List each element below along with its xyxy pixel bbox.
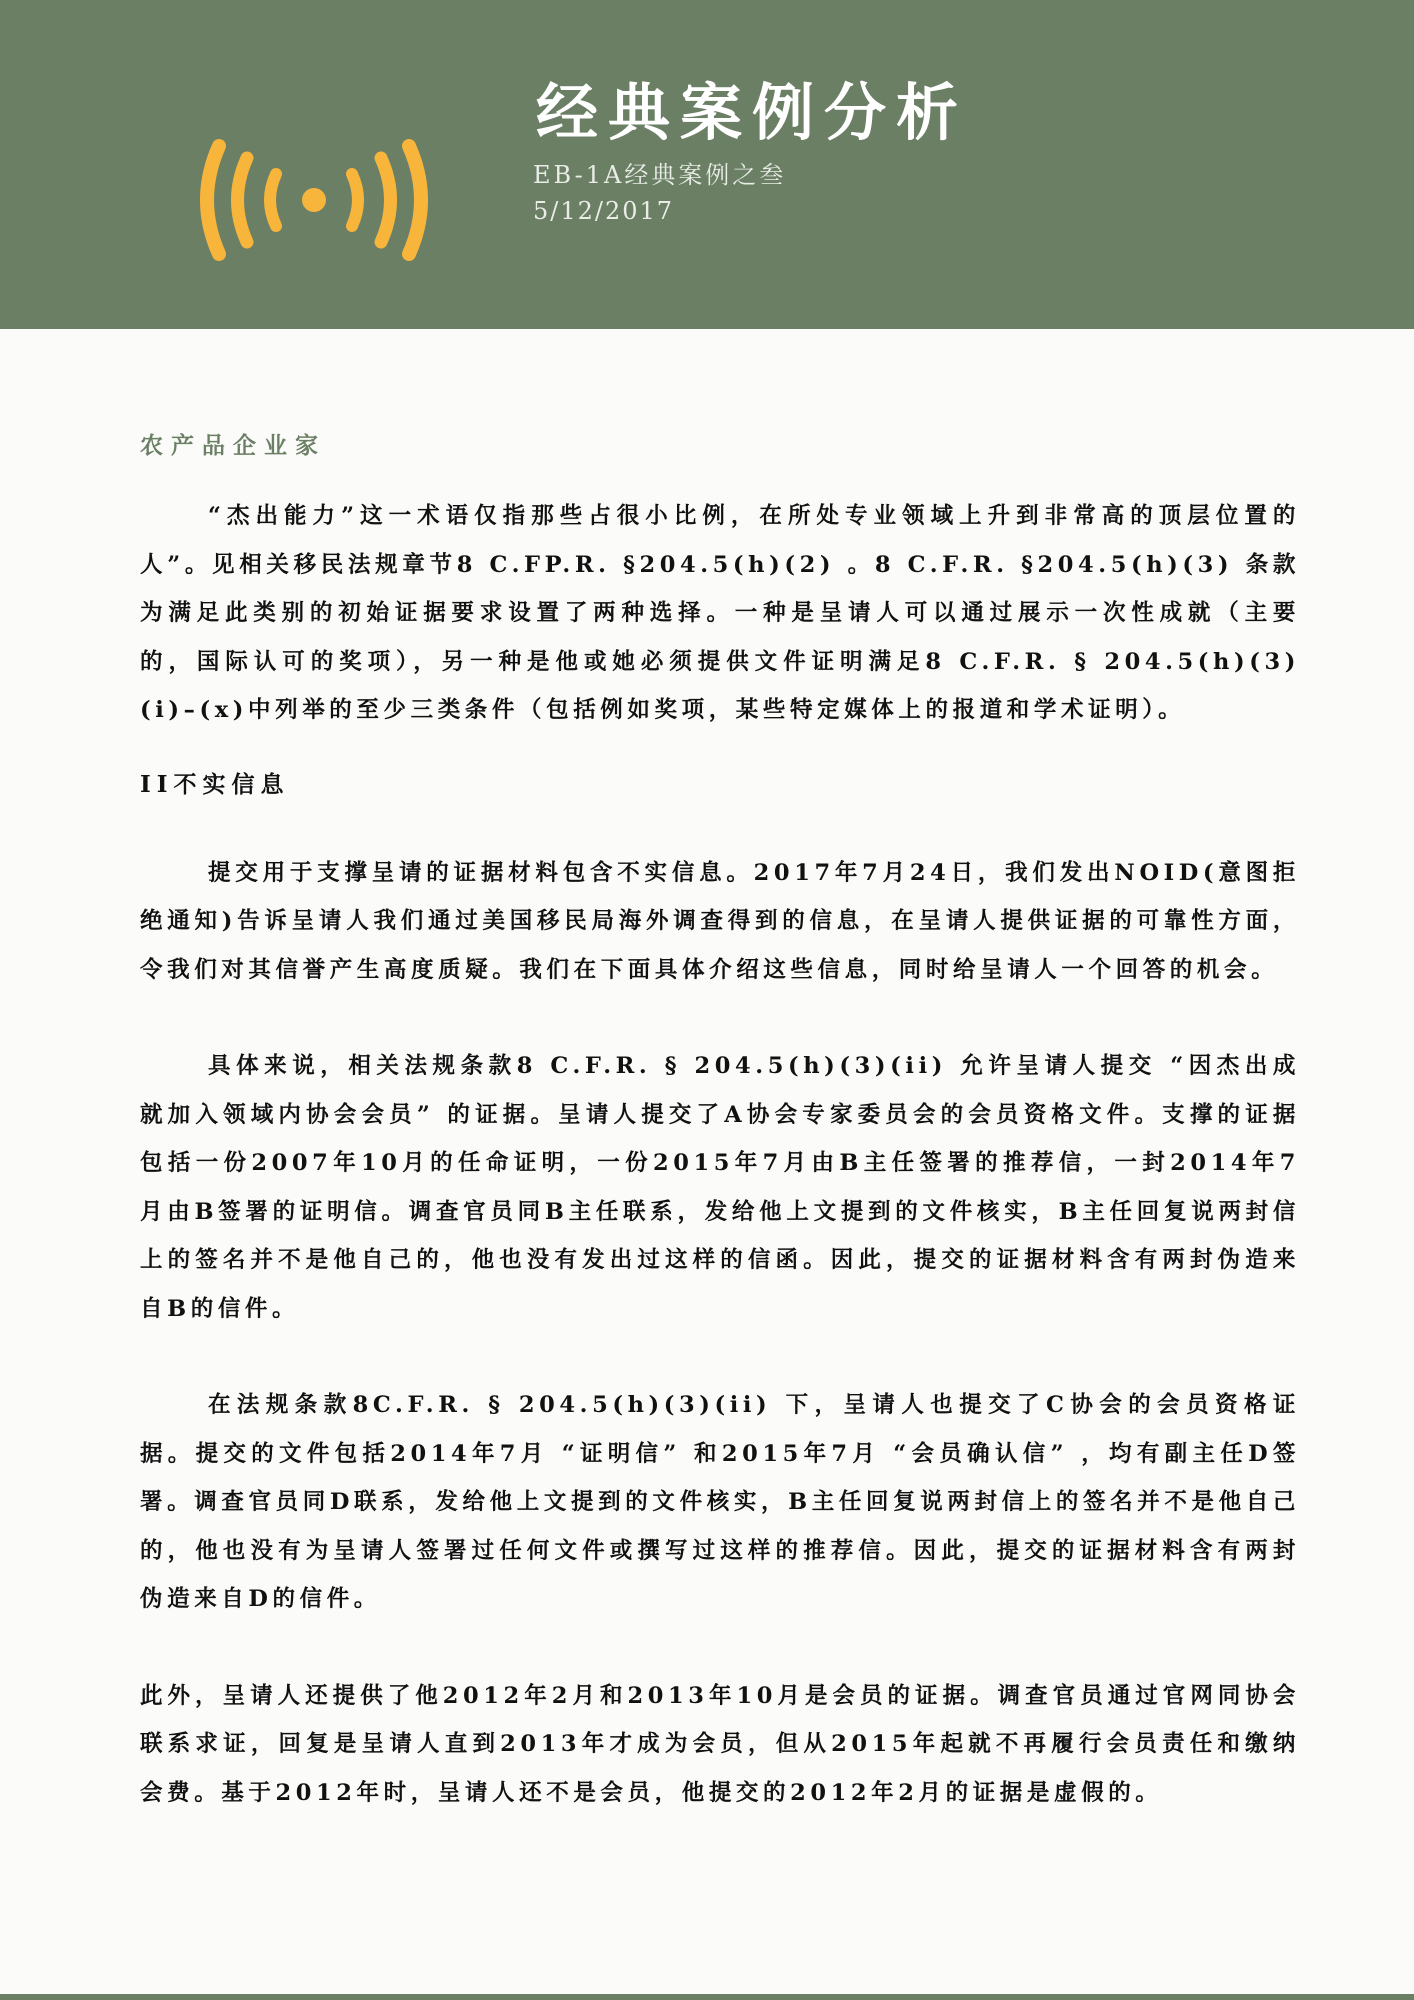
- page-title: 经典案例分析: [536, 76, 969, 149]
- header-banner: [0, 0, 1414, 329]
- paragraph-5: 此外，呈请人还提供了他2012年2月和2013年10月是会员的证据。调查官员通过官网同协会联系求证，回复是呈请人直到2013年才成为会员，但从2015年起就不再履行会员责任和缴纳会费。基于2012年时，呈请人还不是会员，他提交的2012年2月的证据是虚假的。: [140, 1682, 1300, 1806]
- bottom-divider: [0, 1994, 1414, 2000]
- article-body: [140, 426, 1300, 1865]
- section-label: 农产品企业家: [140, 432, 326, 459]
- paragraph-1: “杰出能力”这一术语仅指那些占很小比例，在所处专业领域上升到非常高的顶层位置的人”。见相关移民法规章节8 C.FP.R. §204.5(h)(2) 。8 C.F.R. §204.5(h)(3) 条款为满足此类别的初始证据要求设置了两种选择。一种是呈请人可以通过展示一次性成就（主要的，国际认可的奖项），另一种是他或她必须提供文件证明满足8 C.F.R. § 204.5(h)(3)(i)–(x)中列举的至少三类条件（包括例如奖项，某些特定媒体上的报道和学术证明）。: [140, 503, 1300, 723]
- paragraph-2: 提交用于支撑呈请的证据材料包含不实信息。2017年7月24日，我们发出NOID(意图拒绝通知)告诉呈请人我们通过美国移民局海外调查得到的信息，在呈请人提供证据的可靠性方面，令我们对其信誉产生高度质疑。我们在下面具体介绍这些信息，同时给呈请人一个回答的机会。: [140, 859, 1300, 983]
- broadcast-signal-icon: [200, 138, 428, 262]
- paragraph-4: 在法规条款8C.F.R. § 204.5(h)(3)(ii) 下，呈请人也提交了C协会的会员资格证据。提交的文件包括2014年7月 “证明信” 和2015年7月 “会员确认信” ，均有副主任D签署。调查官员同D联系，发给他上文提到的文件核实，B主任回复说两封信上的签名并不是他自己的，他也没有为呈请人签署过任何文件或撰写过这样的推荐信。因此，提交的证据材料含有两封伪造来自D的信件。: [140, 1392, 1300, 1612]
- publish-date: 5/12/2017: [533, 197, 675, 225]
- paragraph-3: 具体来说，相关法规条款8 C.F.R. § 204.5(h)(3)(ii) 允许呈请人提交 “因杰出成就加入领域内协会会员” 的证据。呈请人提交了A协会专家委员会的会员资格文件。支撑的证据包括一份2007年10月的任命证明，一份2015年7月由B主任签署的推荐信，一封2014年7月由B签署的证明信。调查官员同B主任联系，发给他上文提到的文件核实，B主任回复说两封信上的签名并不是他自己的，他也没有发出过这样的信函。因此，提交的证据材料含有两封伪造来自B的信件。: [140, 1053, 1300, 1322]
- page-subtitle: EB-1A经典案例之叁: [533, 161, 787, 189]
- section-heading: II不实信息: [140, 770, 290, 798]
